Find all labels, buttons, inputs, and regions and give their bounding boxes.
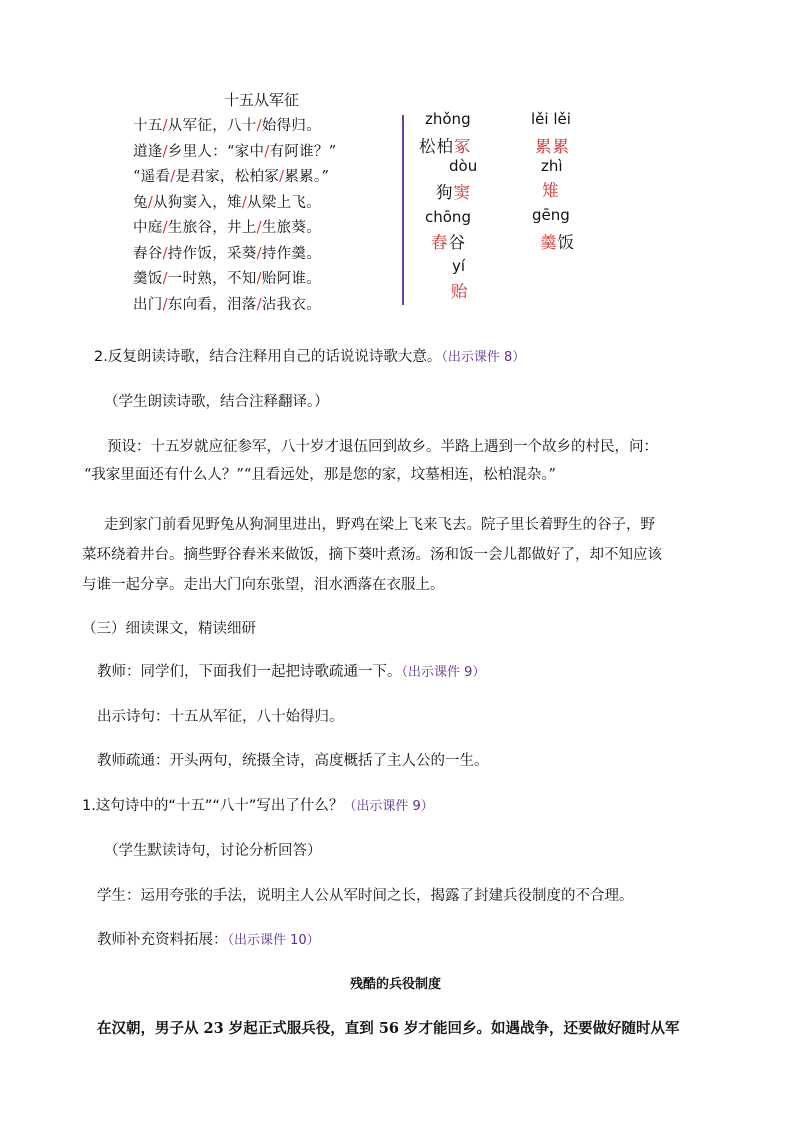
- paragraph-teacher-explain: 教师疏通：开头两句，统摄全诗，高度概括了主人公的一生。: [97, 753, 489, 769]
- annotation-leilei: 累累: [535, 137, 570, 156]
- paragraph-translation-1: 走到家门前看见野兔从狗洞里进出，野鸡在梁上飞来飞去。院子里长着野生的谷子，野: [104, 517, 655, 533]
- paragraph-text: 教师补充资料拓展：: [97, 932, 228, 948]
- poem-segment: 是君家，松柏冢: [175, 169, 280, 185]
- poem-segment: 中庭: [133, 220, 163, 236]
- poem-segment: 持作饭，采葵: [167, 245, 257, 262]
- poem-segment: 兔: [133, 194, 148, 211]
- paragraph-preset-2: “我家里面还有什么人？”“且看远处，那是您的家，坟墓相连，松柏混杂。”: [84, 467, 556, 483]
- poem-segment: 从梁上飞。: [247, 194, 321, 211]
- poem-line: [133, 140, 399, 166]
- paragraph-show-line: 出示诗句：十五从军征，八十始得归。: [97, 709, 344, 725]
- poem-segment: 生旅葵。: [261, 220, 321, 236]
- annotation-red: 冢: [454, 137, 472, 156]
- pause-slash: /: [256, 245, 262, 262]
- pause-slash: /: [264, 143, 270, 160]
- annotation-red: 舂: [431, 233, 449, 252]
- poem-segment: 沾我衣。: [261, 296, 321, 313]
- poem-segment: 十五: [133, 118, 163, 134]
- pause-slash: /: [162, 245, 168, 262]
- courseware-hint: （出示课件 9）: [343, 799, 434, 814]
- pinyin-chong: chōng: [425, 208, 471, 226]
- pause-slash: /: [162, 143, 168, 160]
- paragraph-text: 教师：同学们，下面我们一起把诗歌疏通一下。: [97, 664, 402, 680]
- poem-title: 十五从军征: [224, 91, 300, 109]
- annotation-geng: [540, 229, 575, 253]
- pinyin-zhong: zhǒng: [425, 110, 471, 128]
- poem-segment: 生旅谷，井上: [167, 220, 257, 236]
- annotation-plain: 饭: [557, 233, 575, 252]
- poem-block: [133, 114, 399, 318]
- section-heading: （三）细读课文，精读细研: [82, 621, 256, 637]
- paragraph-student-read: （学生朗读诗歌，结合注释翻译。）: [104, 394, 329, 410]
- pause-slash: /: [256, 118, 262, 134]
- pause-slash: /: [170, 169, 176, 185]
- pause-slash: /: [256, 296, 262, 313]
- pinyin-zhi: zhì: [541, 157, 563, 175]
- annotation-plain: 谷: [448, 233, 466, 252]
- poem-segment: 舂谷: [133, 245, 163, 262]
- paragraph-text: 1.这句诗中的“十五”“八十”写出了什么？: [82, 798, 344, 814]
- annotation-red: 羹: [540, 233, 558, 252]
- paragraph-text: 2.反复朗读诗歌，结合注释用自己的话说说诗歌大意。: [94, 349, 442, 365]
- pause-slash: /: [162, 118, 168, 134]
- divider-line: [402, 115, 404, 305]
- poem-segment: 一时熟，不知: [167, 271, 257, 287]
- courseware-hint: （出示课件 9）: [401, 665, 486, 680]
- pause-slash: /: [256, 271, 262, 287]
- poem-segment: 东向看，泪落: [167, 296, 257, 313]
- poem-line: [133, 242, 399, 268]
- pinyin-yi: yí: [452, 257, 466, 275]
- annotation-plain: 狗: [436, 183, 454, 202]
- pause-slash: /: [279, 169, 285, 185]
- poem-line: [133, 114, 399, 140]
- poem-segment: 乡里人：“家中: [167, 143, 265, 160]
- paragraph-preset-1: 预设：十五岁就应征参军，八十岁才退伍回到故乡。半路上遇到一个故乡的村民，问：: [107, 439, 658, 455]
- poem-segment: “遥看: [133, 169, 171, 185]
- paragraph-supplement: [97, 928, 320, 949]
- poem-segment: 从狗窦入，雉: [153, 194, 242, 211]
- poem-segment: 累累。”: [284, 169, 330, 185]
- annotation-zhi: 雉: [542, 181, 560, 200]
- pause-slash: /: [162, 220, 168, 236]
- paragraph-translation-2: 菜环绕着井台。摘些野谷舂米来做饭，摘下葵叶煮汤。汤和饭一会儿都做好了，却不知应该: [82, 547, 662, 563]
- courseware-hint: （出示课件 8）: [441, 350, 526, 365]
- paragraph-translation-3: 与谁一起分享。走出大门向东张望，泪水洒落在衣服上。: [82, 577, 445, 593]
- poem-line: [133, 165, 399, 191]
- poem-line: [133, 216, 399, 242]
- pinyin-geng: gēng: [532, 206, 570, 224]
- poem-line: [133, 191, 399, 217]
- annotation-chong: [431, 229, 466, 253]
- pause-slash: /: [162, 271, 168, 287]
- pause-slash: /: [147, 194, 153, 211]
- poem-segment: 持作羹。: [261, 245, 321, 262]
- annotation-red: 窦: [453, 183, 471, 202]
- pause-slash: /: [256, 220, 262, 236]
- paragraph-student-answer: 学生：运用夸张的手法，说明主人公从军时间之长，揭露了封建兵役制度的不合理。: [97, 888, 634, 904]
- paragraph-reread: [94, 345, 525, 366]
- paragraph-student-discuss: （学生默读诗句，讨论分析回答）: [104, 843, 322, 859]
- paragraph-material: 在汉朝，男子从 23 岁起正式服兵役，直到 56 岁才能回乡。如遇战争，还要做好随时从军: [97, 1020, 680, 1037]
- pause-slash: /: [241, 194, 247, 211]
- poem-line: [133, 267, 399, 293]
- annotation-yi: 贻: [451, 282, 469, 301]
- poem-segment: 羹饭: [133, 271, 163, 287]
- poem-segment: 有阿谁？”: [269, 143, 337, 160]
- annotation-dou: [436, 179, 471, 203]
- pinyin-leilei: lěi lěi: [531, 110, 571, 128]
- annotation-zhong: [419, 133, 472, 157]
- poem-segment: 贻阿谁。: [261, 271, 321, 287]
- poem-segment: 道逢: [133, 143, 163, 160]
- pinyin-dou: dòu: [449, 157, 478, 175]
- courseware-hint: （出示课件 10）: [227, 933, 320, 948]
- annotation-plain: 松柏: [419, 137, 454, 156]
- poem-line: [133, 293, 399, 319]
- poem-segment: 始得归。: [261, 118, 321, 134]
- paragraph-teacher-intro: [97, 660, 485, 681]
- paragraph-question: [82, 794, 434, 815]
- material-title: 残酷的兵役制度: [350, 977, 442, 992]
- poem-segment: 从军征，八十: [167, 118, 257, 134]
- poem-segment: 出门: [133, 296, 163, 313]
- pause-slash: /: [162, 296, 168, 313]
